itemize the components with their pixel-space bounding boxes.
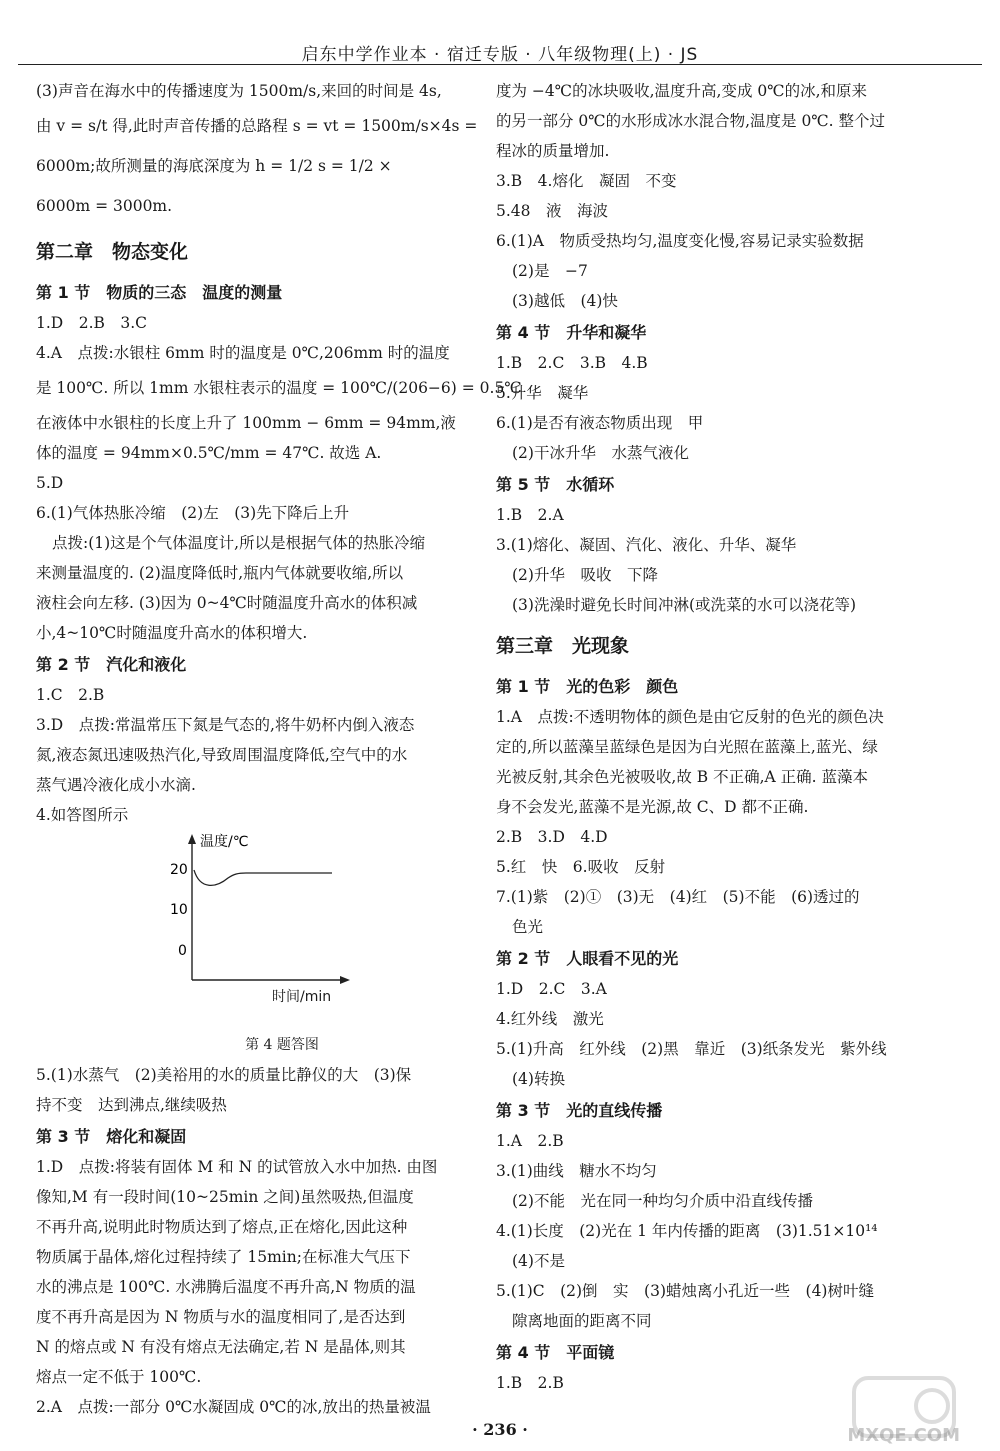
page-number: · 236 ·	[472, 1420, 528, 1439]
text-line: 3.(1)熔化、凝固、汽化、液化、升华、凝华	[496, 536, 797, 554]
text-line: 4.红外线 激光	[496, 1010, 604, 1028]
text-line: (4)转换	[512, 1070, 565, 1088]
text-line: (2)是 −7	[512, 262, 588, 280]
text-line: 1.C 2.B	[36, 686, 105, 704]
text-line: 2.A 点拨:一部分 0℃水凝固成 0℃的冰,放出的热量被温	[36, 1398, 431, 1416]
text-line: (4)不是	[512, 1252, 565, 1270]
text-line: 1.D 2.B 3.C	[36, 314, 148, 332]
text-line: 5.红 快 6.吸收 反射	[496, 858, 666, 876]
text-line: 氮,液态氮迅速吸热汽化,导致周围温度降低,空气中的水	[36, 746, 408, 764]
text-line: 在液体中水银柱的长度上升了 100mm − 6mm = 94mm,液	[36, 414, 456, 432]
text-line: 5.升华 凝华	[496, 384, 589, 402]
text-line: 是 100℃. 所以 1mm 水银柱表示的温度 = 100℃/(206−6) = 0.5℃	[36, 379, 522, 397]
text-line: 小,4~10℃时随温度升高水的体积增大.	[36, 624, 308, 642]
text-line: 度为 −4℃的冰块吸收,温度升高,变成 0℃的冰,和原来	[496, 82, 868, 100]
text-line: 6000m = 3000m.	[36, 197, 173, 215]
text-line: 的另一部分 0℃的水形成冰水混合物,温度是 0℃. 整个过	[496, 112, 886, 130]
text-line: 不再升高,说明此时物质达到了熔点,正在熔化,因此这种	[36, 1218, 408, 1236]
text-line: 物质属于晶体,熔化过程持续了 15min;在标准大气压下	[36, 1248, 411, 1266]
text-line: 6.(1)气体热胀冷缩 (2)左 (3)先下降后上升	[36, 504, 350, 522]
y-tick-label: 0	[178, 943, 187, 959]
section-title: 第 1 节 光的色彩 颜色	[496, 677, 679, 696]
section-title: 第 1 节 物质的三态 温度的测量	[36, 283, 283, 302]
text-line: 6000m;故所测量的海底深度为 h = 1/2 s = 1/2 ×	[36, 157, 392, 175]
section-title: 第 4 节 平面镜	[496, 1343, 615, 1362]
text-line: 5.(1)水蒸气 (2)美裕用的水的质量比静仪的大 (3)保	[36, 1066, 412, 1084]
temperature-curve	[194, 870, 332, 885]
text-line: N 的熔点或 N 有没有熔点无法确定,若 N 是晶体,则其	[36, 1338, 406, 1356]
text-line: (3)洗澡时避免长时间冲淋(或洗菜的水可以浇花等)	[512, 596, 857, 614]
text-line: 3.D 点拨:常温常压下氮是气态的,将牛奶杯内倒入液态	[36, 716, 415, 734]
text-line: 7.(1)紫 (2)① (3)无 (4)红 (5)不能 (6)透过的	[496, 888, 860, 906]
text-line: 身不会发光,蓝藻不是光源,故 C、D 都不正确.	[496, 798, 809, 816]
right-column	[496, 76, 926, 1398]
section-title: 第 3 节 光的直线传播	[496, 1101, 663, 1120]
left-column	[36, 76, 522, 1422]
text-line: 1.A 点拨:不透明物体的颜色是由它反射的色光的颜色决	[496, 708, 884, 726]
text-line: 液柱会向左移. (3)因为 0~4℃时随温度升高水的体积减	[36, 594, 418, 612]
text-line: 由 v = s/t 得,此时声音传播的总路程 s = vt = 1500m/s×4s =	[36, 117, 478, 135]
text-line: (2)干冰升华 水蒸气液化	[512, 444, 689, 462]
text-line: 1.D 2.C 3.A	[496, 980, 607, 998]
text-line: 1.D 点拨:将装有固体 M 和 N 的试管放入水中加热. 由图	[36, 1158, 438, 1176]
section-title: 第 2 节 人眼看不见的光	[496, 949, 679, 968]
text-line: 4.A 点拨:水银柱 6mm 时的温度是 0℃,206mm 时的温度	[36, 344, 450, 362]
section-title: 第 3 节 熔化和凝固	[36, 1127, 187, 1146]
text-line: 5.48 液 海波	[496, 202, 609, 220]
text-line: 像知,M 有一段时间(10~25min 之间)虽然吸热,但温度	[36, 1188, 414, 1206]
x-axis-arrow-icon	[340, 976, 350, 984]
text-line: 1.A 2.B	[496, 1132, 564, 1150]
text-line: 4.(1)长度 (2)光在 1 年内传播的距离 (3)1.51×10¹⁴	[496, 1222, 878, 1240]
chapter-title: 第三章 光现象	[496, 635, 630, 657]
text-line: 1.B 2.B	[496, 1374, 564, 1392]
text-line: (3)声音在海水中的传播速度为 1500m/s,来回的时间是 4s,	[36, 82, 442, 100]
text-line: 1.B 2.A	[496, 506, 564, 524]
text-line: 来测量温度的. (2)温度降低时,瓶内气体就要收缩,所以	[36, 564, 404, 582]
text-line: 持不变 达到沸点,继续吸热	[36, 1096, 227, 1114]
text-line: 1.B 2.C 3.B 4.B	[496, 354, 648, 372]
section-title: 第 5 节 水循环	[496, 475, 615, 494]
text-line: 光被反射,其余色光被吸收,故 B 不正确,A 正确. 蓝藻本	[496, 768, 869, 786]
running-header: 启东中学作业本 · 宿迁专版 · 八年级物理(上) · JS	[301, 45, 699, 65]
answer-figure	[36, 830, 468, 1030]
x-axis-label: 时间/min	[272, 989, 332, 1005]
watermark-text: MXQE.COM	[847, 1425, 960, 1446]
text-line: 蒸气遇冷液化成小水滴.	[36, 776, 196, 794]
text-line: 点拨:(1)这是个气体温度计,所以是根据气体的热胀冷缩	[52, 534, 426, 552]
text-line: 2.B 3.D 4.D	[496, 828, 608, 846]
text-line: (3)越低 (4)快	[512, 292, 618, 310]
text-line: 水的沸点是 100℃. 水沸腾后温度不再升高,N 物质的温	[36, 1278, 416, 1296]
section-title: 第 2 节 汽化和液化	[36, 655, 187, 674]
header-rule	[18, 64, 982, 65]
figure-caption: 第 4 题答图	[245, 1037, 319, 1053]
text-line: 5.(1)升高 红外线 (2)黑 靠近 (3)纸条发光 紫外线	[496, 1040, 887, 1058]
text-line: 4.如答图所示	[36, 806, 129, 824]
text-line: 体的温度 = 94mm×0.5℃/mm = 47℃. 故选 A.	[36, 444, 382, 462]
y-axis-label: 温度/℃	[200, 834, 249, 850]
text-line: 6.(1)A 物质受热均匀,温度变化慢,容易记录实验数据	[496, 232, 864, 250]
text-line: 3.(1)曲线 糖水不均匀	[496, 1162, 657, 1180]
y-tick-label: 20	[170, 862, 188, 878]
y-tick-label: 10	[170, 902, 188, 918]
section-title: 第 4 节 升华和凝华	[496, 323, 647, 342]
text-line: (2)不能 光在同一种均匀介质中沿直线传播	[512, 1192, 813, 1210]
text-line: 定的,所以蓝藻呈蓝绿色是因为白光照在蓝藻上,蓝光、绿	[496, 738, 878, 756]
text-line: 3.B 4.熔化 凝固 不变	[496, 172, 677, 190]
text-line: 熔点一定不低于 100℃.	[36, 1368, 202, 1386]
text-line: 5.D	[36, 474, 64, 492]
chapter-title: 第二章 物态变化	[36, 241, 189, 263]
temperature-graph	[166, 830, 356, 990]
text-line: 5.(1)C (2)倒 实 (3)蜡烛离小孔近一些 (4)树叶缝	[496, 1282, 874, 1300]
text-line: 度不再升高是因为 N 物质与水的温度相同了,是否达到	[36, 1308, 406, 1326]
text-line: (2)升华 吸收 下降	[512, 566, 658, 584]
y-axis-arrow-icon	[188, 834, 196, 844]
text-line: 程冰的质量增加.	[496, 142, 610, 160]
text-line: 色光	[512, 918, 544, 936]
text-line: 隙离地面的距离不同	[512, 1312, 652, 1330]
text-line: 6.(1)是否有液态物质出现 甲	[496, 414, 704, 432]
